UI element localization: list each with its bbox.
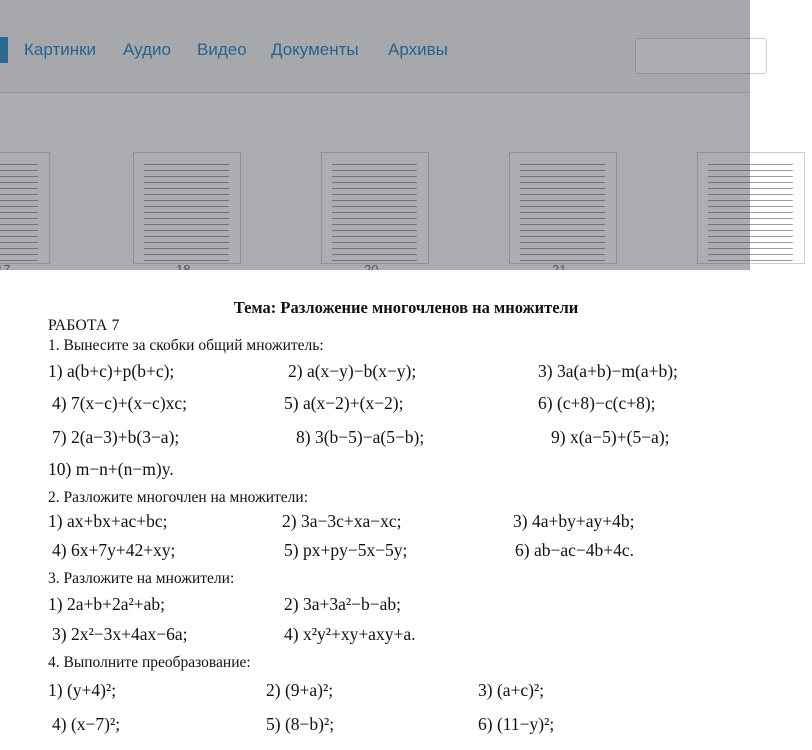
exercise-item: 3) 3a(a+b)−m(a+b); [538, 361, 678, 381]
exercise-item: 1) ax+bx+ac+bc; [48, 511, 168, 531]
exercise-item: 7) 2(a−3)+b(3−a); [52, 427, 180, 447]
exercise-item: 5) px+py−5x−5y; [284, 540, 408, 560]
exercise-item: 1) 2a+b+2a²+ab; [48, 594, 165, 614]
result-thumbnail[interactable] [0, 152, 50, 264]
exercise-item: 4) x²y²+xy+axy+a. [284, 624, 416, 644]
tab-audio[interactable]: Аудио [123, 40, 171, 59]
section-heading: 2. Разложите многочлен на множители: [48, 489, 309, 506]
result-thumbnail[interactable] [697, 152, 805, 264]
exercise-item: 2) a(x−y)−b(x−y); [288, 361, 417, 381]
exercise-item: 8) 3(b−5)−a(5−b); [296, 427, 425, 447]
exercise-item: 5) (8−b)²; [266, 714, 335, 734]
tab-video[interactable]: Видео [197, 40, 247, 59]
exercise-item: 3) (a+c)²; [478, 680, 545, 700]
worksheet-title: Тема: Разложение многочленов на множители [233, 298, 579, 317]
exercise-item: 3) 2x²−3x+4ax−6a; [52, 624, 188, 644]
exercise-item: 3) 4a+by+ay+4b; [513, 511, 635, 531]
tab-images[interactable]: Картинки [24, 40, 97, 59]
exercise-item: 4) 6x+7y+42+xy; [52, 540, 176, 560]
tab-documents[interactable]: Документы [271, 40, 359, 59]
result-thumbnail[interactable] [133, 152, 241, 264]
result-thumbnail[interactable] [321, 152, 429, 264]
work-number: РАБОТА 7 [48, 317, 120, 334]
active-tab-indicator [0, 37, 8, 63]
worksheet-image [0, 270, 750, 750]
exercise-item: 2) 3a+3a²−b−ab; [284, 594, 401, 614]
exercise-item: 6) (c+8)−c(c+8); [538, 393, 656, 413]
exercise-item: 2) (9+a)²; [266, 680, 334, 700]
search-input[interactable] [635, 38, 767, 74]
result-thumbnail[interactable] [509, 152, 617, 264]
section-heading: 4. Выполните преобразование: [48, 654, 251, 671]
exercise-item: 1) a(b+c)+p(b+c); [48, 361, 175, 381]
exercise-item: 2) 3a−3c+xa−xc; [282, 511, 402, 531]
exercise-item: 4) (x−7)²; [52, 714, 121, 734]
exercise-item: 5) a(x−2)+(x−2); [284, 393, 404, 413]
search-results-background [0, 0, 750, 270]
exercise-item: 9) x(a−5)+(5−a); [551, 427, 670, 447]
exercise-item: 1) (y+4)²; [48, 680, 117, 700]
exercise-item: 6) ab−ac−4b+4c. [515, 540, 635, 560]
section-heading: 1. Вынесите за скобки общий множитель: [48, 337, 324, 354]
exercise-item: 4) 7(x−c)+(x−c)xc; [52, 393, 188, 413]
search-navbar [0, 0, 750, 93]
exercise-item: 6) (11−y)²; [478, 714, 555, 734]
exercise-item: 10) m−n+(n−m)y. [48, 459, 174, 479]
section-heading: 3. Разложите на множители: [48, 570, 235, 587]
tab-archives[interactable]: Архивы [388, 40, 448, 59]
